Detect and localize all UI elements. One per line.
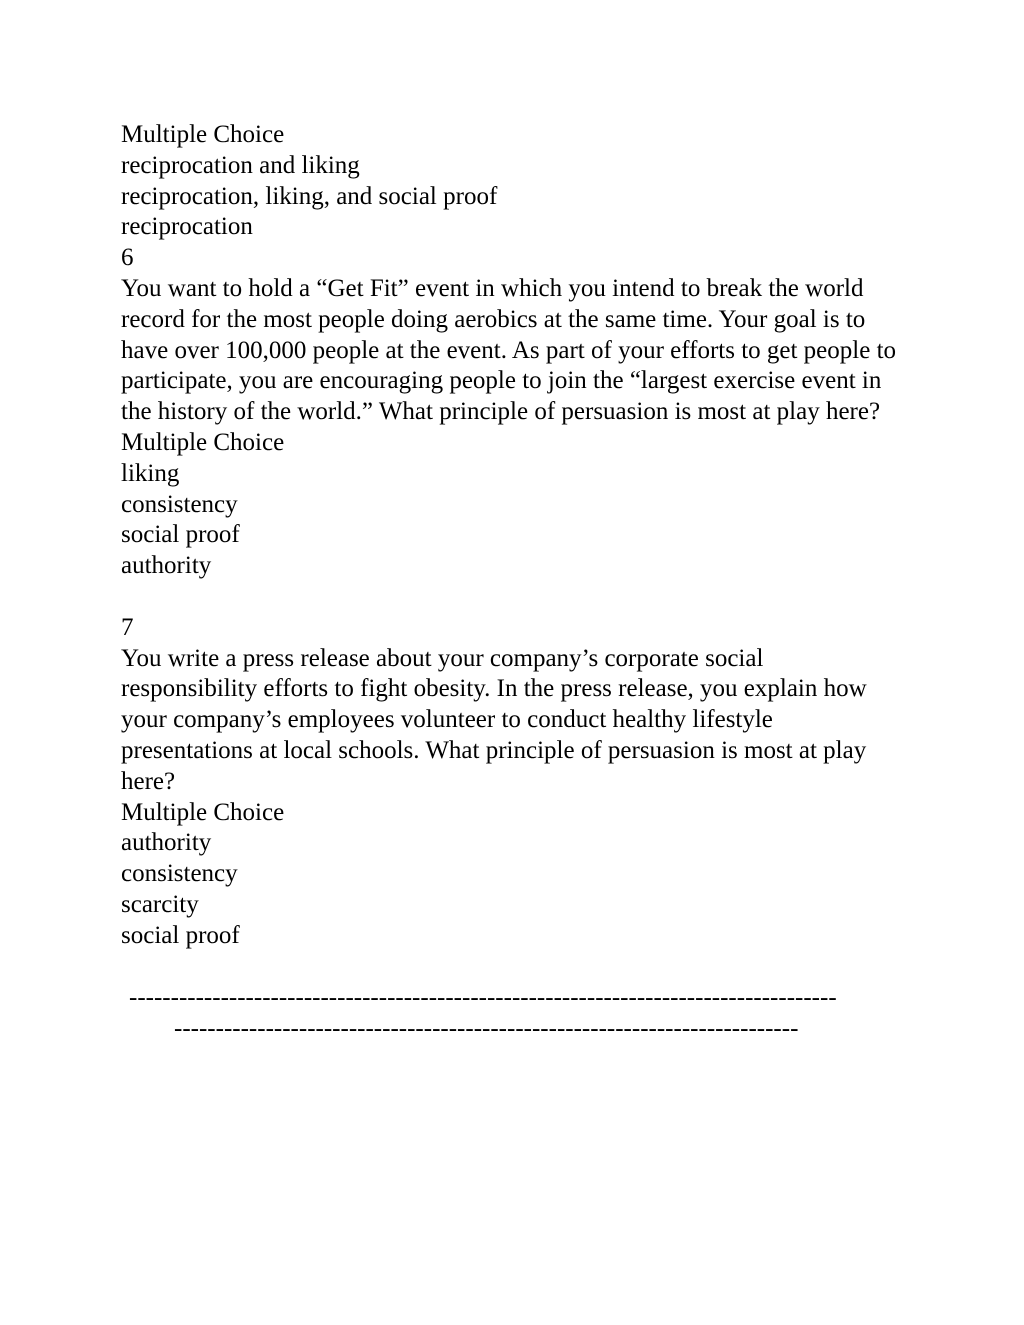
dashed-divider-1: -------------------------------------------------------------------------------------	[129, 984, 837, 1011]
question-7-mc-header: Multiple Choice	[121, 798, 285, 826]
question-6-option-2: consistency	[121, 490, 238, 518]
question-7-option-1: authority	[121, 829, 212, 857]
question-6-option-4: authority	[121, 552, 212, 580]
dashed-divider-2: ---------------------------------------------------------------------------	[174, 1015, 799, 1042]
question-6-mc-header: Multiple Choice	[121, 428, 285, 456]
option-a-2: reciprocation, liking, and social proof	[121, 182, 498, 210]
document-page	[121, 120, 921, 952]
mc-header-a: Multiple Choice	[121, 121, 285, 148]
option-a-3: reciprocation	[121, 213, 253, 241]
option-a-1: reciprocation and liking	[121, 151, 360, 179]
question-6-option-1: liking	[121, 459, 180, 487]
question-7-option-4: social proof	[121, 921, 240, 949]
spacer	[121, 582, 921, 613]
question-7-option-3: scarcity	[121, 890, 199, 918]
question-7-option-2: consistency	[121, 860, 238, 888]
question-7-text: You write a press release about your company’s corporate social responsibility efforts to fight obesity. In the press release, you explain how your company’s employees volunteer to conduct healthy lifestyle presentations at local schools. What principle of persuasion is most at play here?	[121, 644, 867, 795]
question-7-number: 7	[121, 613, 134, 641]
question-6-number: 6	[121, 244, 134, 272]
question-6-text: You want to hold a “Get Fit” event in which you intend to break the world record for the most people doing aerobics at the same time. Your goal is to have over 100,000 people at the event. As part of your efforts to get people to participate, you are encouraging people to join the “largest exercise event in the history of the world.” What principle of persuasion is most at play here?	[121, 274, 897, 426]
question-6-option-3: social proof	[121, 521, 240, 549]
